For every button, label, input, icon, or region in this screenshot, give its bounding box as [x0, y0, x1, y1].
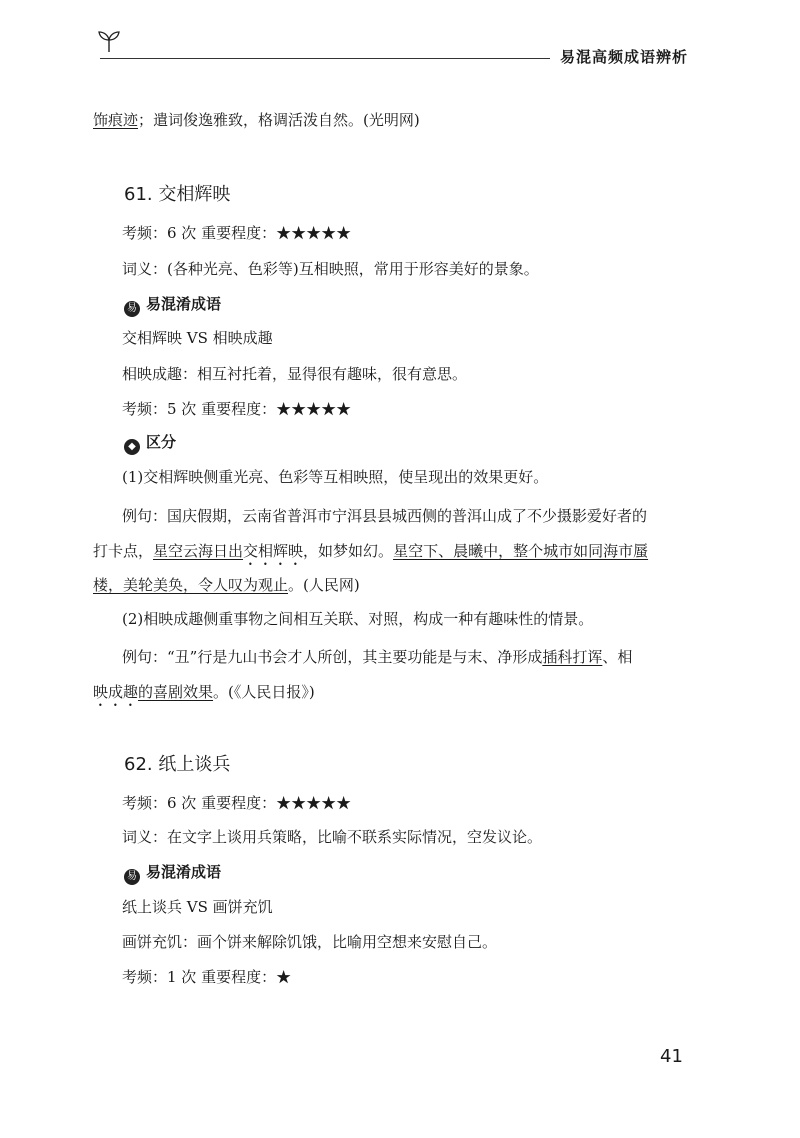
- example-1-line-1: 例句：国庆假期，云南省普洱市宁洱县县城西侧的普洱山成了不少摄影爱好者的: [122, 507, 648, 525]
- confusable-icon: 易: [124, 301, 140, 317]
- example-2-line-2: 映成趣的喜剧效果。(《人民日报》): [93, 683, 315, 701]
- running-header-title: 易混高频成语辨析: [560, 48, 689, 66]
- entry-62-meaning: 词义：在文字上谈用兵策略，比喻不联系实际情况，空发议论。: [122, 828, 543, 846]
- distinguish-icon: ◆: [124, 439, 140, 455]
- entry-62-frequency: 考频：6 次 重要程度：★★★★★: [122, 794, 352, 812]
- header-rule: [100, 58, 550, 59]
- entry-61-distinguish-label: ◆ 区分: [124, 432, 176, 455]
- example-1-line-2: 打卡点，星空云海日出交相辉映，如梦如幻。星空下、晨曦中，整个城市如同海市蜃: [93, 542, 649, 560]
- entry-61-vs: 交相辉映 VS 相映成趣: [122, 329, 273, 347]
- entry-62-vs: 纸上谈兵 VS 画饼充饥: [122, 898, 273, 916]
- entry-61-confusable-label: 易 易混淆成语: [124, 294, 221, 317]
- example-2-line-1: 例句：“丑”行是九山书会才人所创，其主要功能是与末、净形成插科打诨、相: [122, 648, 633, 666]
- confusable-icon: 易: [124, 869, 140, 885]
- entry-heading-62: 62. 纸上谈兵: [124, 754, 231, 775]
- entry-61-other-frequency: 考频：5 次 重要程度：★★★★★: [122, 400, 352, 418]
- entry-62-other-meaning: 画饼充饥：画个饼来解除饥饿，比喻用空想来安慰自己。: [122, 933, 498, 951]
- entry-61-distinction-2: (2)相映成趣侧重事物之间相互关联、对照，构成一种有趣味性的情景。: [122, 610, 594, 628]
- entry-61-distinction-1: (1)交相辉映侧重光亮、色彩等互相映照，使呈现出的效果更好。: [122, 468, 549, 486]
- continuation-text: ；遣词俊逸雅致，格调活泼自然。(光明网): [138, 111, 420, 129]
- entry-61-frequency: 考频：6 次 重要程度：★★★★★: [122, 224, 352, 242]
- continuation-line: [93, 110, 420, 130]
- entry-62-confusable-label: 易 易混淆成语: [124, 862, 221, 885]
- sprout-icon: [96, 28, 122, 54]
- underlined-phrase: 饰痕迹: [93, 111, 139, 129]
- entry-61-meaning: 词义：(各种光亮、色彩等)互相映照，常用于形容美好的景象。: [122, 260, 539, 278]
- entry-61-other-meaning: 相映成趣：相互衬托着，显得很有趣味，很有意思。: [122, 365, 468, 383]
- page-number: 41: [660, 1046, 683, 1067]
- entry-heading-61: 61. 交相辉映: [124, 184, 231, 205]
- entry-62-other-frequency: 考频：1 次 重要程度：★: [122, 968, 292, 986]
- example-1-line-3: 楼，美轮美奂，令人叹为观止。(人民网): [93, 576, 360, 594]
